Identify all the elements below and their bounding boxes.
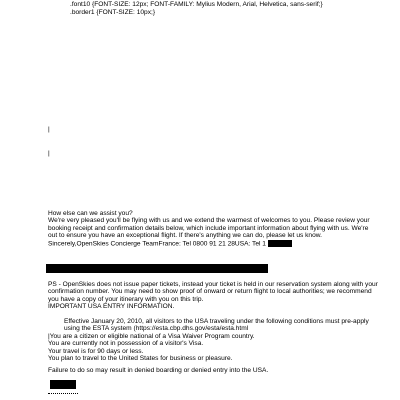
signature-line: [48, 240, 378, 248]
assist-heading: How else can we assist you?: [48, 210, 133, 217]
assist-body: We're very pleased you'll be flying with us and we extend the warmest of welcomes to you. Please review your booking receipt and confirmation details below, which include important information about flying with us. We're out to ensure you have an exceptional flight. If there's anything we can do, please let us know.: [48, 217, 370, 240]
stray-marker: |: [48, 126, 50, 133]
redacted-block: [50, 380, 76, 389]
usa-condition: Your travel is for 90 days or less.: [48, 347, 144, 355]
assist-section: [48, 210, 378, 247]
css-rule-border1: .border1 {FONT-SIZE: 10px;}: [70, 9, 156, 16]
truncated-text-edge: [48, 393, 78, 395]
ps-body: PS - OpenSkies does not issue paper tickets, instead your ticket is held in our reservation system along with your confirmation number. You may need to show proof of onward or return flight to local authorities; we recommend you have a copy of your itinerary with you on this trip.: [48, 281, 378, 303]
usa-condition: You are currently not in possession of a visitor's Visa.: [48, 340, 204, 348]
redacted-phone: [268, 240, 292, 247]
usa-intro: Effective January 20, 2010, all visitors to the USA traveling under the following conditions must pre-apply using the ESTA system (https://esta.cbp.dhs.gov/esta/esta.html: [64, 318, 369, 333]
usa-condition: You plan to travel to the United States for business or pleasure.: [48, 355, 233, 363]
ps-section: [48, 281, 378, 311]
usa-warning: Failure to do so may result in denied boarding or denied entry into the USA.: [48, 367, 269, 374]
redacted-block: [46, 264, 268, 273]
usa-condition: |You are a citizen or eligible national of a Visa Waiver Program country.: [48, 332, 255, 340]
usa-section: [48, 318, 378, 362]
signature-text: Sincerely,OpenSkies Concierge TeamFrance: Tel 0800 91 21 28USA: Tel 1: [48, 239, 266, 247]
usa-entry-heading: IMPORTANT USA ENTRY INFORMATION.: [48, 303, 175, 311]
css-rule-font10: .font10 {FONT-SIZE: 12px; FONT-FAMILY: Mylius Modern, Arial, Helvetica, sans-serif;}: [70, 1, 323, 8]
stray-marker: |: [48, 150, 50, 157]
